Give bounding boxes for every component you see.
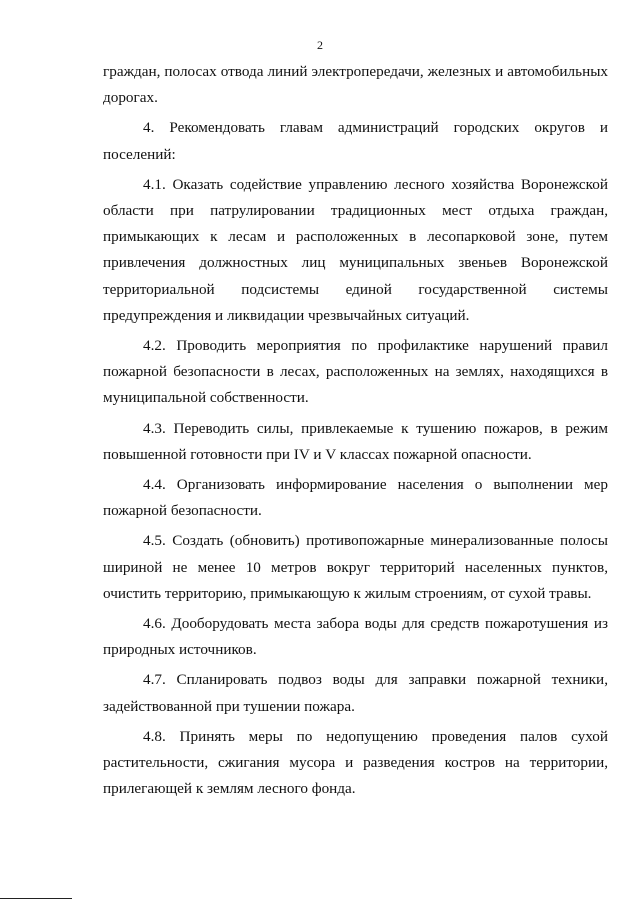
paragraph-item-4: 4. Рекомендовать главам администраций городских округов и поселений: bbox=[103, 119, 608, 163]
paragraph-item-4-7: 4.7. Спланировать подвоз воды для заправки пожарной техники, задействованной при тушении пожара. bbox=[103, 671, 608, 715]
footer-rule bbox=[0, 898, 72, 899]
paragraph-item-4-3: 4.3. Переводить силы, привлекаемые к тушению пожаров, в режим повышенной готовности при IV и V классах пожарной опасности. bbox=[103, 419, 608, 463]
paragraph-item-4-5: 4.5. Создать (обновить) противопожарные минерализованные полосы шириной не менее 10 метров вокруг территорий населенных пунктов, очистить территорию, примыкающую к жилым строениям, от сухой травы. bbox=[103, 532, 608, 602]
document-body bbox=[103, 59, 608, 802]
page-number: 2 bbox=[317, 38, 323, 52]
paragraph-continuation: граждан, полосах отвода линий электропередачи, железных и автомобильных дорогах. bbox=[103, 63, 608, 107]
paragraph-item-4-8: 4.8. Принять меры по недопущению проведения палов сухой растительности, сжигания мусора и разведения костров на территории, прилегающей к землям лесного фонда. bbox=[103, 727, 608, 798]
paragraph-item-4-6: 4.6. Дооборудовать места забора воды для средств пожаротушения из природных источников. bbox=[103, 615, 608, 659]
paragraph-item-4-1: 4.1. Оказать содействие управлению лесного хозяйства Воронежской области при патрулировании традиционных мест отдыха граждан, примыкающих к лесам и расположенных в лесопарковой зоне, путем привлечения должностных лиц муниципальных звеньев Воронежской территориальной подсистемы единой государственной системы предупреждения и ликвидации чрезвычайных ситуаций. bbox=[103, 175, 608, 324]
paragraph-item-4-4: 4.4. Организовать информирование населения о выполнении мер пожарной безопасности. bbox=[103, 476, 608, 520]
paragraph-item-4-2: 4.2. Проводить мероприятия по профилактике нарушений правил пожарной безопасности в лесах, расположенных на землях, находящихся в муниципальной собственности. bbox=[103, 337, 608, 407]
